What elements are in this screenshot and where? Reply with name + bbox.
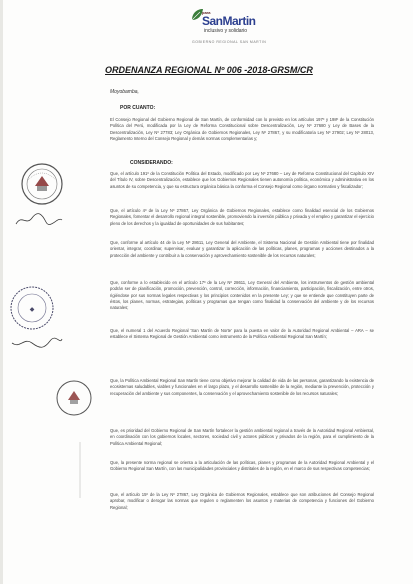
por-cuanto-heading: POR CUANTO:	[120, 105, 156, 111]
paragraph-9: Que, el artículo 15º de la Ley Nº 27867, Ley Orgánica de Gobiernos Regionales, establece que son atribuciones del Consejo Regional aprobar, modificar o derogar las normas que regulen o reglamenten los asuntos y materias de competencia y funciones del Gobierno Regional;	[110, 492, 374, 510]
brand-name: SanMartin	[202, 14, 256, 28]
paragraph-1: Que, el artículo 191º de la Constitución Política del Estado, modificado por Ley Nº 27680 – Ley de Reforma Constitucional del Capítulo XIV del Título IV, sobre Descentralización, establece que los Gobiernos Regionales tienen autonomía política, económica y administrativa en los asuntos de su competencia, y que su estructura orgánica básica la conforma el Consejo Regional como órgano normativo y fiscalizador;	[110, 171, 374, 189]
brand-prefix: para	[202, 10, 211, 15]
brand-tagline: inclusivo y solidario	[204, 28, 248, 34]
paragraph-8: Que, la presente norma regional se orienta a la articulación de las políticas, planes y programas de la Autoridad Regional Ambiental y el Gobierno Regional San Martín, con las municipalidades provinciales y distritales de la región, en el marco de sus respectivas competencias;	[110, 460, 374, 472]
paragraph-6: Que, la Política Ambiental Regional San Martín tiene como objetivo mejorar la calidad de vida de las personas, garantizando la existencia de ecosistemas saludables, viables y funcionales en el largo plazo, y el desarrollo sostenible de la región, mediante la prevención, protección y recuperación del ambiente y sus componentes, la conservación y el aprovechamiento sostenible de los recursos naturales;	[110, 378, 374, 396]
paragraph-7: Que, es prioridad del Gobierno Regional de San Martín fortalecer la gestión ambiental regional a través de la Autoridad Regional Ambiental, en coordinación con los gobiernos locales, sectores, sociedad civil y actores públicos y privados de la región, para el cumplimiento de la Política Ambiental Regional;	[110, 428, 374, 446]
paragraph-5: Que, el numeral 1 del Acuerdo Regional 'San Martín de Norte' para la puesta en valor de la Autoridad Regional Ambiental – ARA – se establece el Sistema Regional de Gestión Ambiental como instrumento de la Política Ambiental Regional San Martín;	[110, 328, 374, 340]
paragraph-3: Que, conforme al artículo 44 de la Ley Nº 28611, Ley General del Ambiente, el Sistema Nacional de Gestión Ambiental tiene por finalidad orientar, integrar, coordinar, supervisar, evaluar y garantizar la aplicación de las políticas, planes, programas y acciones destinados a la protección del ambiente y contribuir a la conservación y aprovechamiento sostenible de los recursos naturales;	[110, 240, 374, 258]
paragraph-2: Que, el artículo 4º de la Ley Nº 27867, Ley Orgánica de Gobiernos Regionales, establece como finalidad esencial de los Gobiernos Regionales, fomentar el desarrollo regional integral sostenible, promoviendo la inversión pública y privada y el empleo y garantizar el ejercicio pleno de los derechos y la igualdad de oportunidades de sus habitantes;	[110, 208, 374, 226]
signature-1	[14, 212, 64, 228]
official-seal-stamp	[20, 162, 64, 206]
intro-paragraph: El Consejo Regional del Gobierno Regional de San Martín, de conformidad con lo previsto en los artículos 197º y 198º de la Constitución Política del Perú, modificada por la Ley de Reforma Constitucional sobre Descentralización, Ley Nº 27680 y Ley de Bases de la Descentralización, Ley Nº 27783; Ley Orgánica de Gobiernos Regionales, Ley Nº 27867, y su modificatoria Ley Nº 27902; Ley Nº 28013, Reglamento Interno del Consejo Regional y demás normas complementarias y;	[110, 117, 374, 141]
considerando-heading: CONSIDERANDO:	[130, 160, 173, 166]
council-seal-stamp	[8, 284, 56, 332]
paragraph-4: Que, conforme a lo establecido en el artículo 17º de la Ley Nº 28611, Ley General del Ambiente, los instrumentos de gestión ambiental podrán ser de planificación, promoción, prevención, control, corrección, información, financiamiento, participación, fiscalización, entre otros, rigiéndose por sus normas legales respectivas y los principios contenidos en la presente Ley; y que se entiende que constituyen parte de éstos, los planes, normas, estrategias, políticas y programas que tengan como finalidad la conservación del ambiente y de los recursos naturales;	[110, 280, 374, 311]
regional-seal-stamp	[54, 378, 94, 418]
place-line: Moyobamba,	[110, 89, 139, 95]
signature-2	[10, 335, 64, 351]
margin-scribble	[70, 440, 90, 500]
scan-edge	[0, 0, 3, 584]
regional-logo	[190, 6, 270, 46]
brand-subline: GOBIERNO REGIONAL SAN MARTIN	[192, 40, 267, 44]
svg-text:◆: ◆	[29, 307, 35, 313]
document-title: ORDENANZA REGIONAL Nº 006 -2018-GRSM/CR	[105, 65, 313, 75]
